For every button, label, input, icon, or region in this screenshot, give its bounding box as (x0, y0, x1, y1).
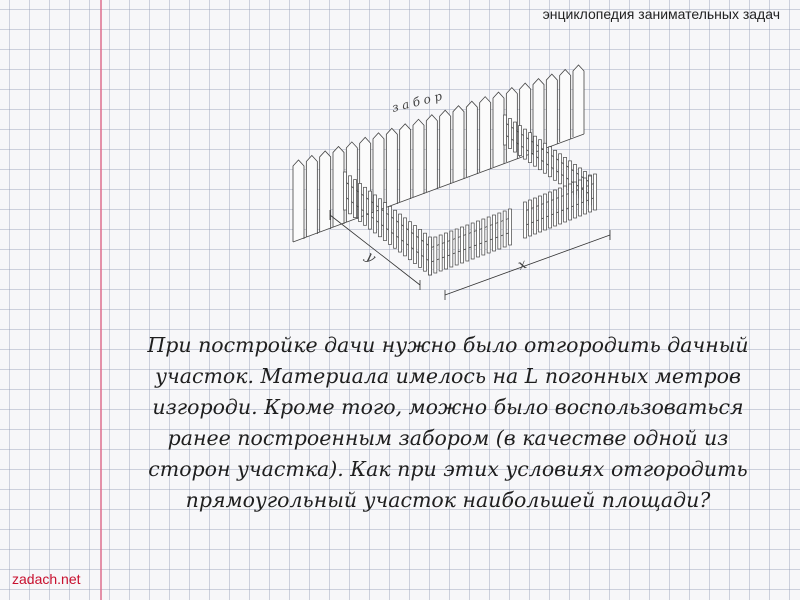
dimension-label-x: х (515, 256, 529, 274)
front-fence (429, 174, 597, 275)
problem-statement: При постройке дачи нужно было отгородить дачный участок. Материала имелось на L погонных метров изгороди. Кроме того, можно было воспользоваться ранее построенным забором (в качестве одной из сторон участка). Как при этих условиях отгородить прямоугольный участок наибольшей площади? (147, 333, 749, 512)
site-url-link[interactable]: zadach.net (12, 571, 81, 587)
notebook-margin-line (100, 0, 102, 600)
fence-label: з а б о р (390, 88, 444, 115)
fence-illustration (285, 60, 625, 305)
site-title: энциклопедия занимательных задач (542, 6, 780, 22)
dimension-label-y: у (362, 248, 379, 267)
